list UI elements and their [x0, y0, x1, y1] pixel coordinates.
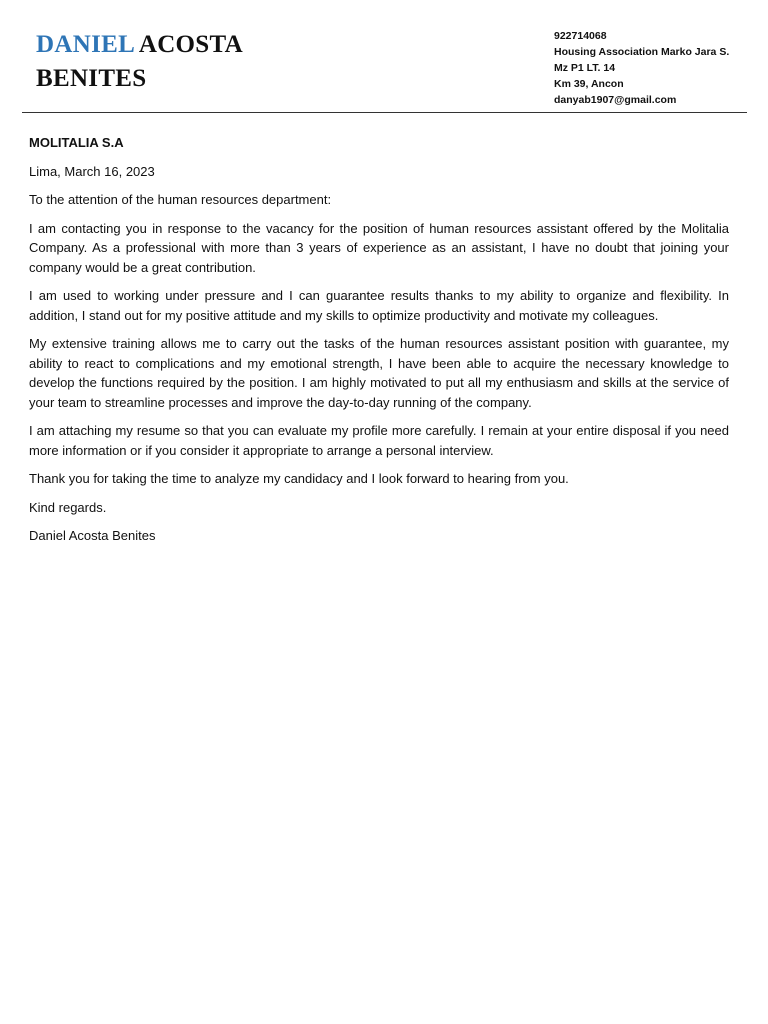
letter-paragraph-1: I am contacting you in response to the vacancy for the position of human resources assistant offered by the Molitalia Company. As a professional with more than 3 years of experience as an assistant, I have no doubt that joining your company would be a great contribution. [29, 220, 729, 275]
letter-closing: Kind regards. [29, 499, 107, 515]
letter-signature: Daniel Acosta Benites [29, 528, 156, 543]
letter-paragraph-3: My extensive training allows me to carry out the tasks of the human resources assistant position with guarantee, my ability to react to complications and my emotional strength, I have been able to acquire the necessary knowledge to develop the functions required by the position. I am highly motivated to put all my enthusiasm and skills at the service of your team to streamline processes and improve the day-to-day running of the company. [29, 336, 729, 410]
letter-paragraph-2: I am used to working under pressure and I can guarantee results thanks to my ability to organize and flexibility. In addition, I stand out for my positive attitude and my skills to optimize productivity and motivate my colleagues. [29, 288, 729, 323]
sender-name [36, 28, 243, 96]
recipient-company: MOLITALIA S.A [29, 135, 124, 150]
letter-date: Lima, March 16, 2023 [29, 163, 155, 179]
name-line-1 [36, 28, 243, 62]
contact-address-line1: Housing Association Marko Jara S. [554, 46, 730, 58]
contact-email: danyab1907@gmail.com [554, 94, 677, 106]
header-divider [22, 112, 747, 113]
letter-paragraph-4: I am attaching my resume so that you can evaluate my profile more carefully. I remain at your entire disposal if you need more information or if you consider it appropriate to arrange a personal interview. [29, 423, 729, 458]
last-name-2: BENITES [36, 65, 147, 92]
contact-address-line2: Mz P1 LT. 14 [554, 62, 616, 74]
first-name: DANIEL [36, 31, 134, 58]
letter-paragraph-5: Thank you for taking the time to analyze my candidacy and I look forward to hearing from you. [29, 471, 569, 486]
contact-phone: 922714068 [554, 30, 607, 42]
last-name-1: ACOSTA [138, 31, 243, 58]
letter-salutation: To the attention of the human resources department: [29, 192, 332, 207]
contact-address-line3: Km 39, Ancon [554, 78, 624, 90]
letter-body [29, 133, 729, 555]
contact-info [554, 28, 729, 108]
name-line-2 [36, 62, 243, 96]
